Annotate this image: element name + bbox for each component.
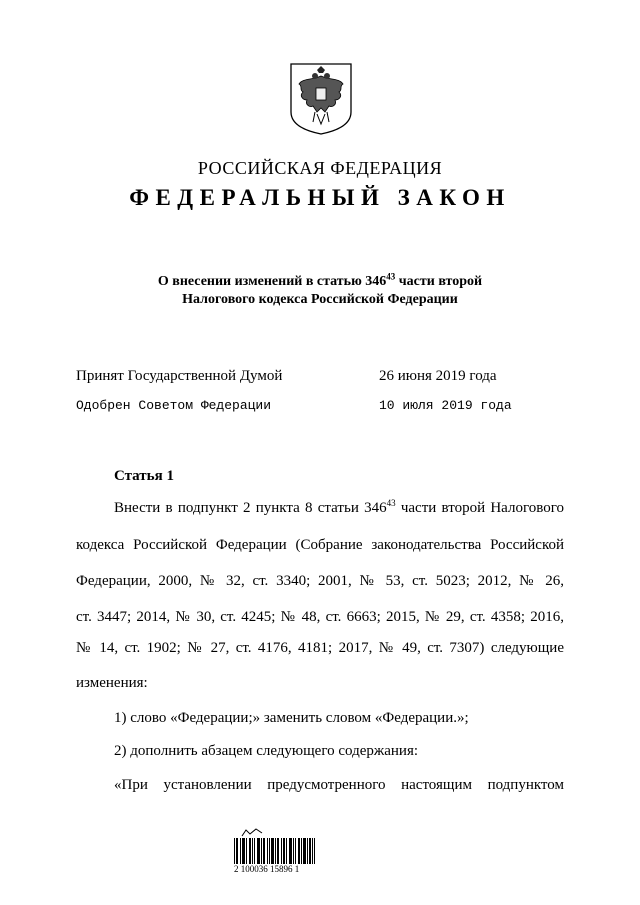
article-line-1-superscript: 43 (386, 498, 396, 508)
state-name: РОССИЙСКАЯ ФЕДЕРАЦИЯ (197, 158, 443, 178)
article-line-4: ст. 3447; 2014, № 30, ст. 4245; № 48, ст. 6663; 2015, № 29, ст. 4358; 2016, (76, 609, 564, 625)
article-line-6: изменения: (76, 675, 148, 691)
article-item-1: 1) слово «Федерации;» заменить словом «Федерации.»; (114, 710, 469, 726)
article-line-1a: Внести в подпункт 2 пункта 8 статьи 346 (114, 500, 387, 516)
article-line-5: № 14, ст. 1902; № 27, ст. 4176, 4181; 2017, № 49, ст. 7307) следующие (76, 640, 564, 656)
law-title (60, 273, 580, 309)
adopted-date: 26 июня 2019 года (379, 368, 497, 384)
coat-of-arms-icon (289, 62, 353, 136)
adopted-label: Принят Государственной Думой (76, 368, 283, 384)
law-title-part2: части второй (395, 274, 483, 289)
article-heading: Статья 1 (114, 468, 174, 484)
law-title-part1: О внесении изменений в статью 346 (157, 274, 387, 289)
article-line-3: Федерации, 2000, № 32, ст. 3340; 2001, № 53, ст. 5023; 2012, № 26, (76, 573, 564, 589)
article-line-1 (114, 500, 564, 517)
article-quote-line: «При установлении предусмотренного настоящим подпунктом (114, 777, 564, 793)
article-item-2: 2) дополнить абзацем следующего содержания: (114, 743, 419, 759)
article-line-1b: части второй Налогового (395, 500, 564, 516)
approved-date: 10 июля 2019 года (379, 398, 512, 413)
approved-label: Одобрен Советом Федерации (76, 398, 272, 413)
law-title-superscript: 43 (386, 271, 396, 282)
barcode-number: 2 100036 15896 1 (234, 864, 300, 874)
article-line-2: кодекса Российской Федерации (Собрание законодательства Российской (76, 537, 564, 553)
law-title-line2: Налогового кодекса Российской Федерации (182, 292, 458, 307)
law-type-heading: ФЕДЕРАЛЬНЫЙ ЗАКОН (129, 185, 511, 210)
